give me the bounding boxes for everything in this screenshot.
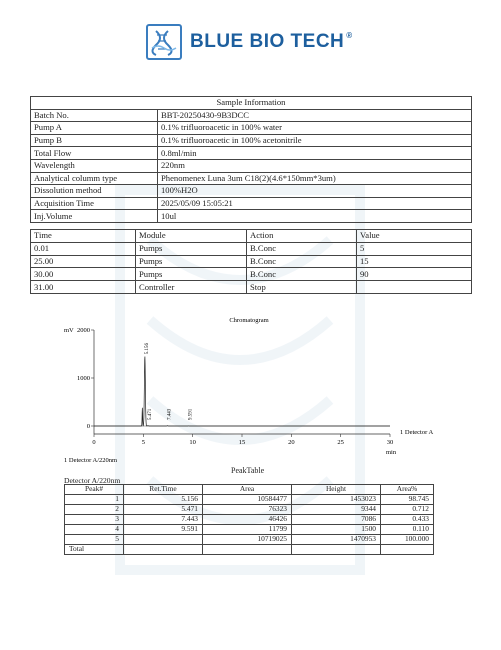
info-value: 100%H2O (158, 185, 472, 198)
brand-name (190, 31, 353, 53)
table-row (31, 134, 472, 147)
table-row (31, 255, 472, 268)
cell-area: 76323 (203, 505, 292, 515)
table-row (65, 525, 434, 535)
chromatogram-line (94, 356, 390, 426)
cell-areapct: 0.110 (381, 525, 434, 535)
info-label: Acquisition Time (31, 197, 158, 210)
info-value: 0.1% trifluoroacetic in 100% water (158, 122, 472, 135)
y-tick-label: 1000 (77, 375, 90, 382)
cell-value: 90 (357, 268, 472, 281)
y-axis-label: mV (64, 327, 74, 334)
column-header: Area% (381, 485, 434, 495)
cell-module: Controller (136, 281, 247, 294)
y-tick-label: 0 (86, 423, 90, 430)
table-row (31, 268, 472, 281)
table-header-row (31, 230, 472, 243)
cell-total-label: Total (65, 545, 124, 555)
dna-logo-icon (146, 24, 182, 60)
x-tick-label: 5 (141, 439, 145, 446)
table-row (31, 210, 472, 223)
table-row (31, 242, 472, 255)
cell-action: B.Conc (247, 255, 357, 268)
cell-peak: 1 (65, 495, 124, 505)
x-tick-label: 10 (189, 439, 196, 446)
chart-ticks (77, 327, 393, 446)
column-header: Ret.Time (124, 485, 203, 495)
info-value: 10ul (158, 210, 472, 223)
table-row (65, 515, 434, 525)
cell-empty (292, 545, 381, 555)
detector-footer-label: 1 Detector A/220nm (64, 457, 118, 464)
info-value: BBT-20250430-9B3DCC (158, 109, 472, 122)
cell-areapct: 0.712 (381, 505, 434, 515)
cell-time: 25.00 (31, 255, 136, 268)
column-header: Area (203, 485, 292, 495)
cell-height: 9344 (292, 505, 381, 515)
x-tick-label: 20 (288, 439, 295, 446)
info-label: Inj.Volume (31, 210, 158, 223)
table-row (65, 495, 434, 505)
cell-rettime: 7.443 (124, 515, 203, 525)
cell-rettime: 9.591 (124, 525, 203, 535)
cell-area: 10719025 (203, 535, 292, 545)
info-value: Phenomenex Luna 3um C18(2)(4.6*150mm*3um) (158, 172, 472, 185)
info-value: 2025/05/09 15:05:21 (158, 197, 472, 210)
info-label: Batch No. (31, 109, 158, 122)
cell-area: 10584477 (203, 495, 292, 505)
cell-peak: 3 (65, 515, 124, 525)
table-row (31, 159, 472, 172)
cell-peak: 4 (65, 525, 124, 535)
info-value: 0.1% trifluoroacetic in 100% acetonitrile (158, 134, 472, 147)
cell-value: 15 (357, 255, 472, 268)
cell-action: B.Conc (247, 268, 357, 281)
cell-empty (381, 545, 434, 555)
info-label: Analytical columm type (31, 172, 158, 185)
cell-height: 1470953 (292, 535, 381, 545)
cell-action: B.Conc (247, 242, 357, 255)
column-header: Module (136, 230, 247, 243)
cell-rettime: 5.471 (124, 505, 203, 515)
cell-height: 1500 (292, 525, 381, 535)
cell-areapct: 0.433 (381, 515, 434, 525)
cell-empty (203, 545, 292, 555)
table-row (31, 197, 472, 210)
peak-table-title: PeakTable (231, 466, 265, 475)
info-label: Wavelength (31, 159, 158, 172)
column-header: Action (247, 230, 357, 243)
series-label: 1 Detector A (400, 429, 434, 436)
x-tick-label: 30 (386, 439, 394, 446)
table-row (31, 122, 472, 135)
table-row (31, 281, 472, 294)
x-tick-label: 15 (238, 439, 246, 446)
brand-header (146, 22, 353, 62)
pump-program-table (30, 229, 472, 294)
x-tick-label: 25 (337, 439, 344, 446)
info-label: Pump A (31, 122, 158, 135)
chromatogram-chart (58, 312, 448, 464)
chart-axes (94, 330, 390, 434)
peak-table (64, 484, 434, 555)
x-tick-label: 0 (92, 439, 96, 446)
y-tick-label: 2000 (77, 327, 90, 334)
sample-info-table (30, 96, 472, 223)
column-header: Height (292, 485, 381, 495)
chromatogram-trace (94, 356, 390, 426)
table-row (31, 109, 472, 122)
column-header: Time (31, 230, 136, 243)
brand-text: BLUE BIO TECH (190, 31, 345, 52)
cell-area: 11799 (203, 525, 292, 535)
info-value: 0.8ml/min (158, 147, 472, 160)
cell-area: 46426 (203, 515, 292, 525)
column-header: Value (357, 230, 472, 243)
table-row (31, 185, 472, 198)
info-label: Dissolution method (31, 185, 158, 198)
cell-areapct: 100.000 (381, 535, 434, 545)
cell-value: 5 (357, 242, 472, 255)
cell-areapct: 98.745 (381, 495, 434, 505)
peak-label: 5.471 (147, 408, 153, 420)
cell-rettime: 5.156 (124, 495, 203, 505)
table-header-row (65, 485, 434, 495)
cell-peak: 2 (65, 505, 124, 515)
table-row (65, 505, 434, 515)
peak-labels (145, 343, 194, 420)
sample-info-heading: Sample Information (31, 97, 472, 110)
info-label: Total Flow (31, 147, 158, 160)
cell-height: 7086 (292, 515, 381, 525)
peak-label: 9.591 (188, 408, 194, 420)
registered-mark: ® (346, 31, 353, 40)
info-label: Pump B (31, 134, 158, 147)
cell-module: Pumps (136, 268, 247, 281)
info-value: 220nm (158, 159, 472, 172)
cell-time: 31.00 (31, 281, 136, 294)
table-row (31, 147, 472, 160)
x-axis-label: min (386, 449, 397, 456)
cell-value (357, 281, 472, 294)
cell-time: 0.01 (31, 242, 136, 255)
cell-action: Stop (247, 281, 357, 294)
table-row (65, 545, 434, 555)
column-header: Peak# (65, 485, 124, 495)
chart-title: Chromatogram (229, 317, 269, 324)
cell-height: 1453023 (292, 495, 381, 505)
peak-label: 7.443 (167, 408, 173, 420)
peak-label: 5.156 (144, 343, 150, 355)
cell-empty (124, 545, 203, 555)
table-row (31, 172, 472, 185)
cell-peak: 5 (65, 535, 124, 545)
cell-module: Pumps (136, 255, 247, 268)
cell-module: Pumps (136, 242, 247, 255)
cell-rettime (124, 535, 203, 545)
table-row (65, 535, 434, 545)
peak-table-detector: Detector A/220nm (64, 476, 121, 485)
cell-time: 30.00 (31, 268, 136, 281)
